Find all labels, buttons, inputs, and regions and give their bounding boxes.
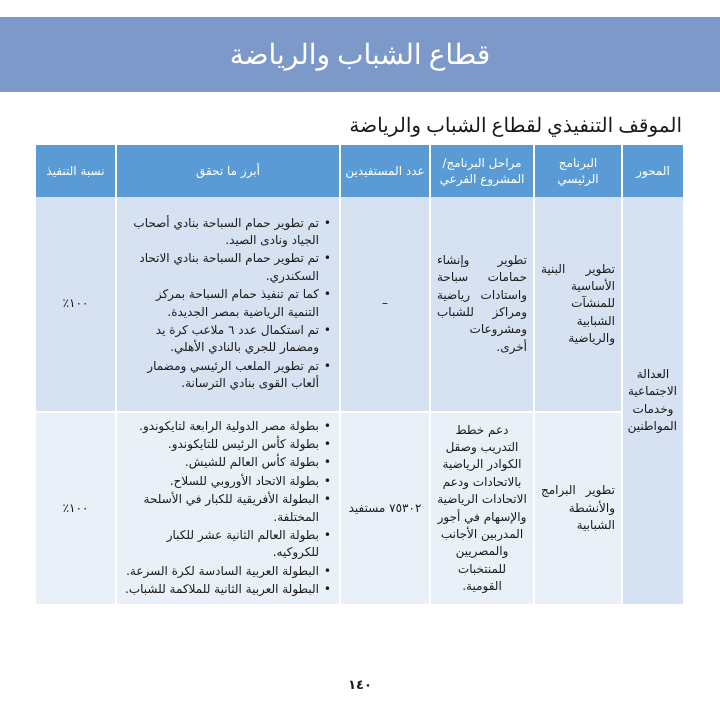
list-item: • تم استكمال عدد ٦ ملاعب كرة يد ومضمار للجري بالنادي الأهلي. [123, 322, 319, 357]
program-cell: تطوير البنية الأساسية للمنشآت الشبابية والرياضية [534, 197, 622, 412]
list-item: • بطولة كأس الرئيس للتايكوندو. [123, 436, 319, 453]
beneficiaries-cell: ٧٥٣٠٢ مستفيد [340, 412, 430, 605]
column-header: عدد المستفيدين [340, 145, 430, 197]
achievements-list [123, 418, 333, 599]
table-header-row [35, 145, 684, 197]
axis-cell: العدالة الاجتماعية وخدمات المواطنين [622, 197, 684, 605]
column-header: أبرز ما تحقق [116, 145, 340, 197]
list-item: • بطولة كأس العالم للشيش. [123, 454, 319, 471]
column-header: البرنامج الرئيسي [534, 145, 622, 197]
rate-cell: ١٠٠٪ [35, 412, 116, 605]
achievements-cell [116, 197, 340, 412]
beneficiaries-cell: – [340, 197, 430, 412]
list-item: • كما تم تنفيذ حمام السباحة بمركز التنمية الرياضية بمصر الجديدة. [123, 286, 319, 321]
list-item: • تم تطوير حمام السباحة بنادي أصحاب الجياد ونادى الصيد. [123, 215, 319, 250]
list-item: • البطولة الأفريقية للكبار في الأسلحة المختلفة. [123, 491, 319, 526]
list-item: • بطولة مصر الدولية الرابعة لتايكوندو. [123, 418, 319, 435]
column-header: مراحل البرنامج/ المشروع الفرعي [430, 145, 534, 197]
table-row [35, 197, 684, 412]
column-header: المحور [622, 145, 684, 197]
rate-cell: ١٠٠٪ [35, 197, 116, 412]
phases-cell: دعم خطط التدريب وصقل الكوادر الرياضية بالاتحادات ودعم الاتحادات الرياضية والإسهام في أجور المدربين الأجانب والمصريين للمنتخبات القومية. [430, 412, 534, 605]
program-cell: تطوير البرامج والأنشطة الشبابية [534, 412, 622, 605]
list-item: • بطولة العالم الثانية عشر للكبار للكروكيه. [123, 527, 319, 562]
achievements-list [123, 215, 333, 393]
phases-cell: تطوير وإنشاء حمامات سباحة واستادات رياضية ومراكز للشباب ومشروعات أخرى. [430, 197, 534, 412]
section-subtitle: الموقف التنفيذي لقطاع الشباب والرياضة [349, 115, 682, 137]
header-banner [0, 17, 720, 92]
page-number: ١٤٠ [348, 678, 372, 693]
list-item: • تم تطوير الملعب الرئيسي ومضمار ألعاب القوى بنادي الترسانة. [123, 358, 319, 393]
list-item: • بطولة الاتحاد الأوروبي للسلاح. [123, 473, 319, 490]
column-header: نسبة التنفيذ [35, 145, 116, 197]
page-title: قطاع الشباب والرياضة [229, 39, 491, 71]
achievements-cell [116, 412, 340, 605]
list-item: • تم تطوير حمام السباحة بنادي الاتحاد السكندري. [123, 250, 319, 285]
list-item: • البطولة العربية السادسة لكرة السرعة. [123, 563, 319, 580]
table-row [35, 412, 684, 605]
status-table [34, 145, 685, 606]
list-item: • البطولة العربية الثانية للملاكمة للشباب. [123, 581, 319, 598]
